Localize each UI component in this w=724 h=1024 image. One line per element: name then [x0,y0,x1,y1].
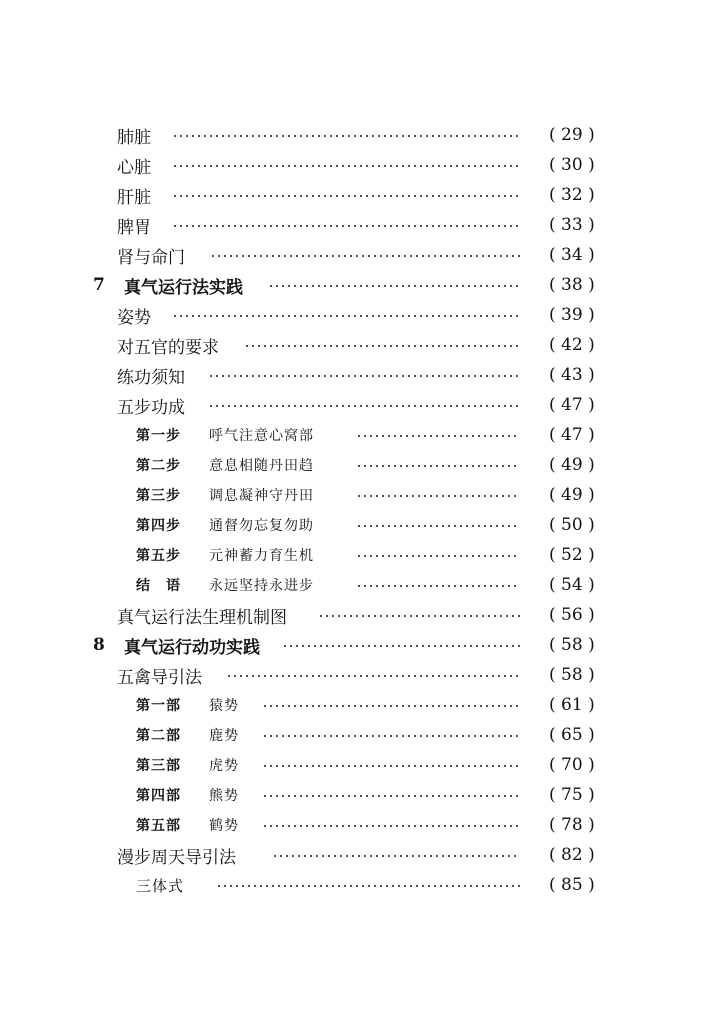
toc-subentry [0,570,724,600]
page-number: ( 52 ) [549,545,595,565]
toc-chapter [0,630,724,660]
page-number: ( 50 ) [549,515,595,535]
page-number: ( 47 ) [549,395,595,415]
toc-subentry [0,480,724,510]
dot-leader [172,135,520,137]
toc-subentry [0,780,724,810]
dot-leader [226,675,520,677]
step-title: 调息凝神守丹田 [209,488,314,504]
entry-title: 漫步周天导引法 [117,847,236,868]
chapter-title: 真气运行法实践 [124,277,243,298]
page-number: ( 42 ) [549,335,595,355]
dot-leader [172,225,520,227]
page-number: ( 85 ) [549,875,595,895]
toc-subentry [0,750,724,780]
step-title: 意息相随丹田趋 [209,458,314,474]
toc-entry [0,330,724,360]
step-label: 第一步 [136,428,181,444]
dot-leader [356,465,520,467]
part-label: 第四部 [136,788,181,804]
toc-entry [0,240,724,270]
toc-subentry [0,540,724,570]
chapter-title: 真气运行动功实践 [124,637,260,658]
entry-title: 真气运行法生理机制图 [117,607,287,628]
dot-leader [262,705,520,707]
page-number: ( 38 ) [549,275,595,295]
page-number: ( 75 ) [549,785,595,805]
step-label: 第五步 [136,548,181,564]
dot-leader [282,645,520,647]
entry-title: 对五官的要求 [117,337,219,358]
dot-leader [172,315,520,317]
entry-title: 脾胃 [117,217,151,238]
part-label: 第五部 [136,818,181,834]
toc-entry [0,120,724,150]
page-number: ( 49 ) [549,485,595,505]
page-number: ( 58 ) [549,635,595,655]
page-number: ( 56 ) [549,605,595,625]
step-title: 通督勿忘复勿助 [209,518,314,534]
toc-entry [0,660,724,690]
part-label: 第二部 [136,728,181,744]
part-title: 猿势 [209,698,239,714]
step-title: 元神蓄力育生机 [209,548,314,564]
step-label: 第四步 [136,518,181,534]
dot-leader [262,735,520,737]
part-label: 第三部 [136,758,181,774]
dot-leader [216,885,520,887]
toc-entry [0,180,724,210]
page-number: ( 70 ) [549,755,595,775]
toc-subentry [0,420,724,450]
entry-title: 心脏 [117,157,151,178]
dot-leader [208,405,520,407]
page-number: ( 39 ) [549,305,595,325]
toc-entry [0,870,724,900]
entry-title: 三体式 [136,876,185,895]
page-number: ( 61 ) [549,695,595,715]
entry-title: 五禽导引法 [117,667,202,688]
step-label: 第三步 [136,488,181,504]
part-title: 虎势 [209,758,239,774]
dot-leader [172,165,520,167]
entry-title: 五步功成 [117,397,185,418]
step-label: 第二步 [136,458,181,474]
toc-entry [0,150,724,180]
toc-subentry [0,810,724,840]
page-number: ( 49 ) [549,455,595,475]
dot-leader [356,495,520,497]
dot-leader [172,195,520,197]
toc-entry [0,840,724,870]
dot-leader [262,765,520,767]
page-number: ( 78 ) [549,815,595,835]
page-number: ( 33 ) [549,215,595,235]
toc-entry [0,210,724,240]
dot-leader [356,585,520,587]
dot-leader [262,795,520,797]
page-number: ( 65 ) [549,725,595,745]
entry-title: 肝脏 [117,187,151,208]
part-label: 第一部 [136,698,181,714]
dot-leader [356,525,520,527]
page-number: ( 43 ) [549,365,595,385]
dot-leader [356,435,520,437]
entry-title: 姿势 [117,307,151,328]
toc-subentry [0,720,724,750]
step-label: 结 语 [136,578,181,594]
toc-entry [0,360,724,390]
step-title: 呼气注意心窝部 [209,428,314,444]
page-number: ( 82 ) [549,845,595,865]
page-number: ( 54 ) [549,575,595,595]
dot-leader [272,855,520,857]
toc-subentry [0,510,724,540]
toc-chapter [0,270,724,300]
part-title: 鹿势 [209,728,239,744]
toc-subentry [0,690,724,720]
entry-title: 肺脏 [117,127,151,148]
entry-title: 肾与命门 [117,247,185,268]
chapter-number: 7 [93,275,105,295]
entry-title: 练功须知 [117,367,185,388]
dot-leader [262,825,520,827]
dot-leader [356,555,520,557]
step-title: 永远坚持永进步 [209,578,314,594]
dot-leader [318,615,520,617]
page-number: ( 58 ) [549,665,595,685]
dot-leader [210,255,520,257]
page-number: ( 32 ) [549,185,595,205]
dot-leader [268,285,520,287]
toc-subentry [0,450,724,480]
toc-entry [0,600,724,630]
chapter-number: 8 [93,635,105,655]
toc-entry [0,390,724,420]
page-number: ( 47 ) [549,425,595,445]
part-title: 熊势 [209,788,239,804]
page-number: ( 30 ) [549,155,595,175]
dot-leader [244,345,520,347]
page-number: ( 29 ) [549,125,595,145]
page-number: ( 34 ) [549,245,595,265]
part-title: 鹤势 [209,818,239,834]
dot-leader [208,375,520,377]
toc-entry [0,300,724,330]
